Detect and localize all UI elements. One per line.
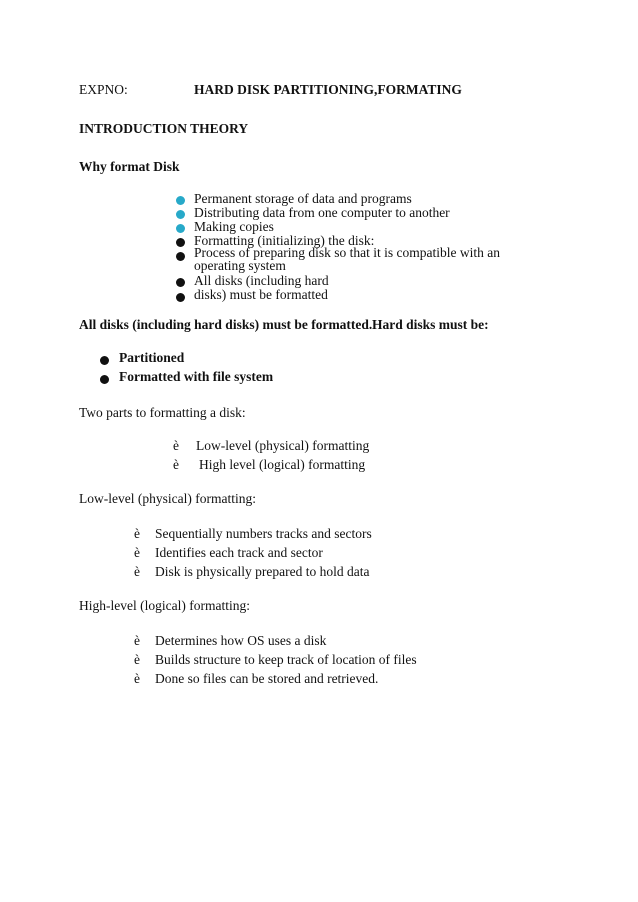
bullet-icon [176, 293, 185, 302]
document-title: HARD DISK PARTITIONING,FORMATING [194, 82, 462, 97]
low-level-heading: Low-level (physical) formatting: [79, 491, 256, 506]
list-item: Low-level (physical) formatting [196, 438, 370, 453]
hard-disks-must-be: Hard disks must be: [372, 317, 489, 332]
bullet-icon [176, 252, 185, 261]
arrow-icon: è [173, 457, 179, 472]
why-format-heading: Why format Disk [79, 159, 180, 174]
bullet-icon [176, 224, 185, 233]
bullet-icon [176, 196, 185, 205]
arrow-icon: è [134, 564, 140, 579]
arrow-icon: è [134, 652, 140, 667]
list-item: Done so files can be stored and retrieved. [155, 671, 379, 686]
arrow-icon: è [173, 438, 179, 453]
list-item: Disk is physically prepared to hold data [155, 564, 370, 579]
bullet-icon [176, 238, 185, 247]
bullet-icon [100, 375, 109, 384]
exp-number-label: EXPNO: [79, 82, 128, 97]
all-disks-statement: All disks (including hard disks) must be formatted. [79, 317, 373, 332]
bullet-icon [176, 278, 185, 287]
introduction-heading: INTRODUCTION THEORY [79, 121, 249, 136]
bullet-icon [100, 356, 109, 365]
list-item: Partitioned [119, 350, 185, 365]
list-item: Formatted with file system [119, 369, 274, 384]
list-item: Process of preparing disk so that it is compatible with an operating system [194, 245, 500, 273]
high-level-heading: High-level (logical) formatting: [79, 598, 250, 613]
list-item: Determines how OS uses a disk [155, 633, 327, 648]
list-item: Sequentially numbers tracks and sectors [155, 526, 372, 541]
arrow-icon: è [134, 671, 140, 686]
bullet-icon [176, 210, 185, 219]
list-item: All disks (including hard [194, 273, 329, 288]
list-item: Formatting (initializing) the disk: [194, 233, 375, 248]
arrow-icon: è [134, 545, 140, 560]
list-item: Identifies each track and sector [155, 545, 323, 560]
arrow-icon: è [134, 633, 140, 648]
list-item: Distributing data from one computer to another [194, 205, 450, 220]
arrow-icon: è [134, 526, 140, 541]
list-item: High level (logical) formatting [199, 457, 366, 472]
list-item: Making copies [194, 219, 274, 234]
list-item: Permanent storage of data and programs [194, 191, 412, 206]
two-parts-intro: Two parts to formatting a disk: [79, 405, 246, 420]
list-item: Builds structure to keep track of location of files [155, 652, 417, 667]
list-item: disks) must be formatted [194, 287, 328, 302]
